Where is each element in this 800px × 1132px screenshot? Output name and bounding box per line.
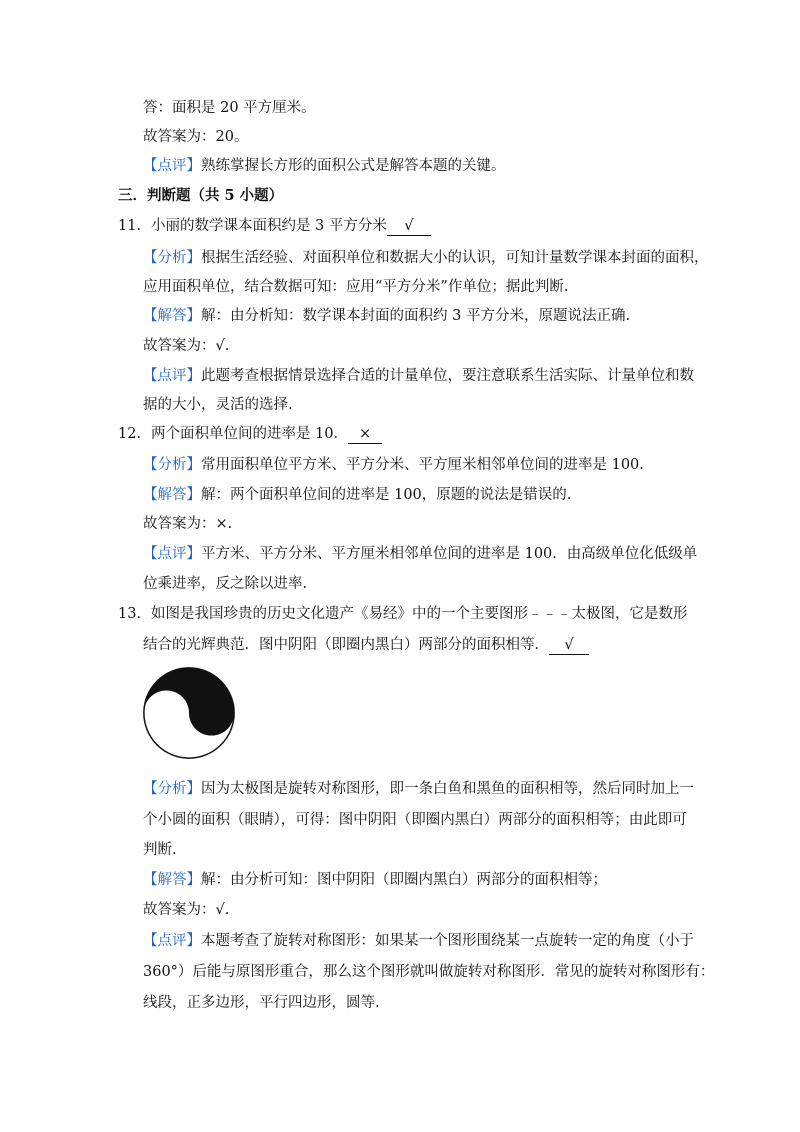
q12-comment-line-1 — [143, 544, 697, 564]
question-stem: 12．两个面积单位间的进率是 10． — [118, 426, 349, 442]
q11-analysis-line-1 — [143, 248, 709, 268]
solution-tag: 【解答】 — [143, 487, 201, 503]
q13-analysis-line-1 — [143, 779, 694, 799]
q13-comment-line-2: 360°）后能与原图形重合，那么这个图形就叫做旋转对称图形．常见的旋转对称图形有： — [143, 964, 715, 980]
q12-result: 故答案为：×. — [143, 516, 233, 532]
q13-analysis-line-2: 个小圆的面积（眼睛），可得：图中阴阳（即圈内黑白）两部分的面积相等；由此即可 — [143, 812, 687, 828]
analysis-tag: 【分析】 — [143, 457, 201, 473]
prev-answer: 答：面积是 20 平方厘米。 — [143, 100, 316, 116]
q11-analysis-line-2: 应用面积单位，结合数据可知：应用“平方分米”作单位；据此判断. — [143, 279, 569, 295]
analysis-tag: 【分析】 — [143, 781, 201, 797]
q13-comment-line-1 — [143, 931, 694, 951]
section-title: 三．判断题（共 5 小题） — [118, 187, 284, 204]
prev-comment — [143, 156, 506, 176]
solution-text: 解：两个面积单位间的进率是 100，原题的说法是错误的. — [201, 487, 572, 503]
q11-result: 故答案为：√. — [143, 338, 230, 354]
question-13-line-1: 13．如图是我国珍贵的历史文化遗产《易经》中的一个主要图形﹣﹣﹣太极图，它是数形 — [118, 606, 688, 622]
q13-comment-line-3: 线段，正多边形，平行四边形，圆等. — [143, 995, 380, 1011]
solution-tag: 【解答】 — [143, 872, 201, 888]
q11-comment-line-2: 据的大小，灵活的选择. — [143, 397, 293, 413]
q12-solution — [143, 485, 571, 505]
comment-tag: 【点评】 — [143, 368, 201, 384]
prev-result: 故答案为：20。 — [143, 129, 249, 145]
comment-text: 本题考查了旋转对称图形：如果某一个图形围绕某一点旋转一定的角度（小于 — [201, 933, 694, 949]
q13-analysis-line-3: 判断. — [143, 842, 177, 858]
question-12 — [118, 424, 382, 444]
question-stem: 11．小丽的数学课本面积约是 3 平方分米 — [118, 218, 387, 234]
solution-tag: 【解答】 — [143, 308, 201, 324]
comment-text: 此题考查根据情景选择合适的计量单位，要注意联系生活实际、计量单位和数 — [201, 368, 694, 384]
comment-tag: 【点评】 — [143, 933, 201, 949]
analysis-tag: 【分析】 — [143, 250, 201, 266]
answer-blank: × — [348, 425, 382, 444]
comment-tag: 【点评】 — [143, 158, 201, 174]
analysis-text: 常用面积单位平方米、平方分米、平方厘米相邻单位间的进率是 100. — [201, 457, 644, 473]
comment-text: 熟练掌握长方形的面积公式是解答本题的关键。 — [201, 158, 506, 174]
comment-tag: 【点评】 — [143, 546, 201, 562]
analysis-text: 因为太极图是旋转对称图形，即一条白鱼和黑鱼的面积相等，然后同时加上一 — [201, 781, 694, 797]
solution-text: 解：由分析知：数学课本封面的面积约 3 平方分米，原题说法正确. — [201, 308, 631, 324]
question-13-line-2 — [143, 635, 589, 655]
question-stem: 结合的光辉典范．图中阴阳（即圈内黑白）两部分的面积相等． — [143, 637, 549, 653]
q12-analysis — [143, 455, 644, 475]
answer-blank: √ — [387, 217, 431, 236]
q13-result: 故答案为：√. — [143, 902, 230, 918]
q12-comment-line-2: 位乘进率，反之除以进率. — [143, 576, 308, 592]
analysis-text: 根据生活经验、对面积单位和数据大小的认识，可知计量数学课本封面的面积， — [201, 250, 709, 266]
comment-text: 平方米、平方分米、平方厘米相邻单位间的进率是 100．由高级单位化低级单 — [201, 546, 698, 562]
taiji-yin-yang-icon — [142, 666, 236, 760]
q13-solution — [143, 870, 607, 890]
answer-blank: √ — [549, 636, 589, 655]
question-11 — [118, 216, 431, 236]
q11-comment-line-1 — [143, 366, 694, 386]
solution-text: 解：由分析可知：图中阴阳（即圈内黑白）两部分的面积相等； — [201, 872, 607, 888]
q11-solution — [143, 306, 630, 326]
